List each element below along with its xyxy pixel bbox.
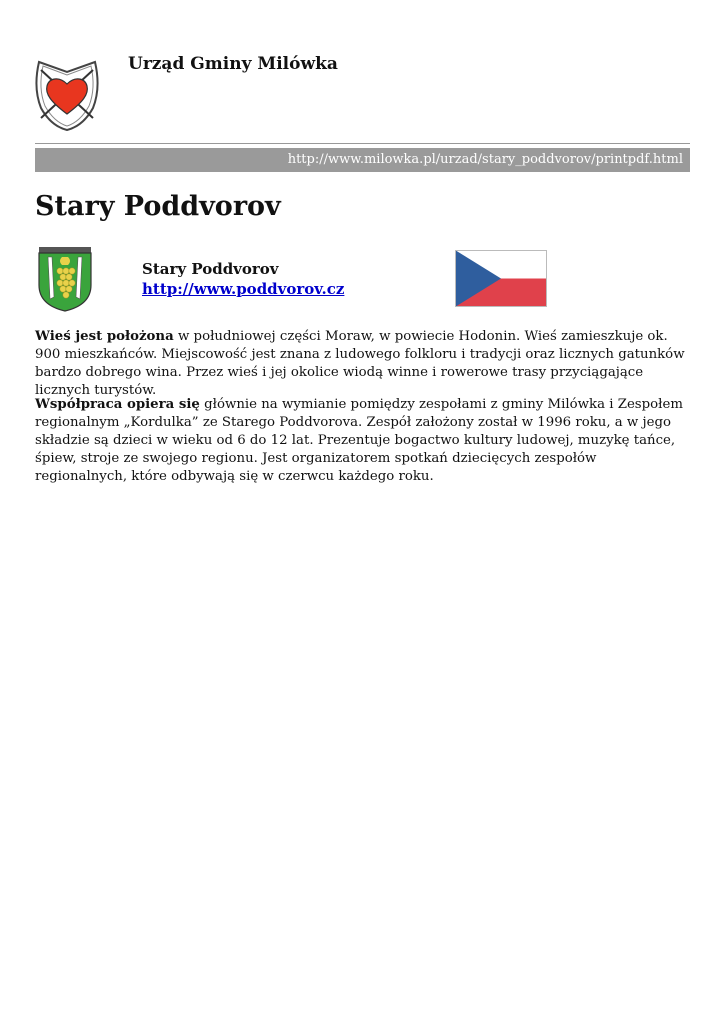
village-name: Stary Poddvorov [142, 260, 279, 278]
org-title: Urząd Gminy Milówka [128, 54, 338, 74]
village-website-link[interactable]: http://www.poddvorov.cz [142, 280, 345, 298]
paragraph-text: w południowej części Moraw, w powiecie Hodonin. Wieś zamieszkuje ok. 900 mieszkańców. Miejscowość jest znana z ludowego folkloru i tradycji oraz licznych gatunków bardzo dobrego wina. Przez wieś i jej okolice wiodą winne i rowerowe trasy przyciągające licznych turystów. [35, 329, 685, 398]
paragraph-location [35, 328, 690, 400]
paragraph-text: głównie na wymianie pomiędzy zespołami z gminy Milówka i Zespołem regionalnym „Kordulka” ze Starego Poddvorova. Zespół założony został w 1996 roku, a w jego składzie są dzieci w wieku od 6 do 12 lat. Prezentuje bogactwo kultury ludowej, muzykę tańce, śpiew, stroje ze swojego regionu. Jest organizatorem spotkań dziecięcych zespołów regionalnych, które odbywają się w czerwcu każdego roku. [35, 397, 683, 484]
poddvorov-crest-icon [36, 245, 94, 313]
paragraph-lead: Współpraca opiera się [35, 397, 200, 412]
page-title: Stary Poddvorov [35, 191, 281, 222]
paragraph-lead: Wieś jest położona [35, 329, 174, 344]
czech-flag-icon [455, 250, 547, 307]
milowka-crest-icon [33, 58, 101, 132]
village-info [142, 259, 344, 299]
page-header [0, 0, 725, 145]
header-divider [35, 143, 690, 144]
url-bar: http://www.milowka.pl/urzad/stary_poddvorov/printpdf.html [35, 148, 690, 172]
paragraph-cooperation [35, 396, 690, 486]
